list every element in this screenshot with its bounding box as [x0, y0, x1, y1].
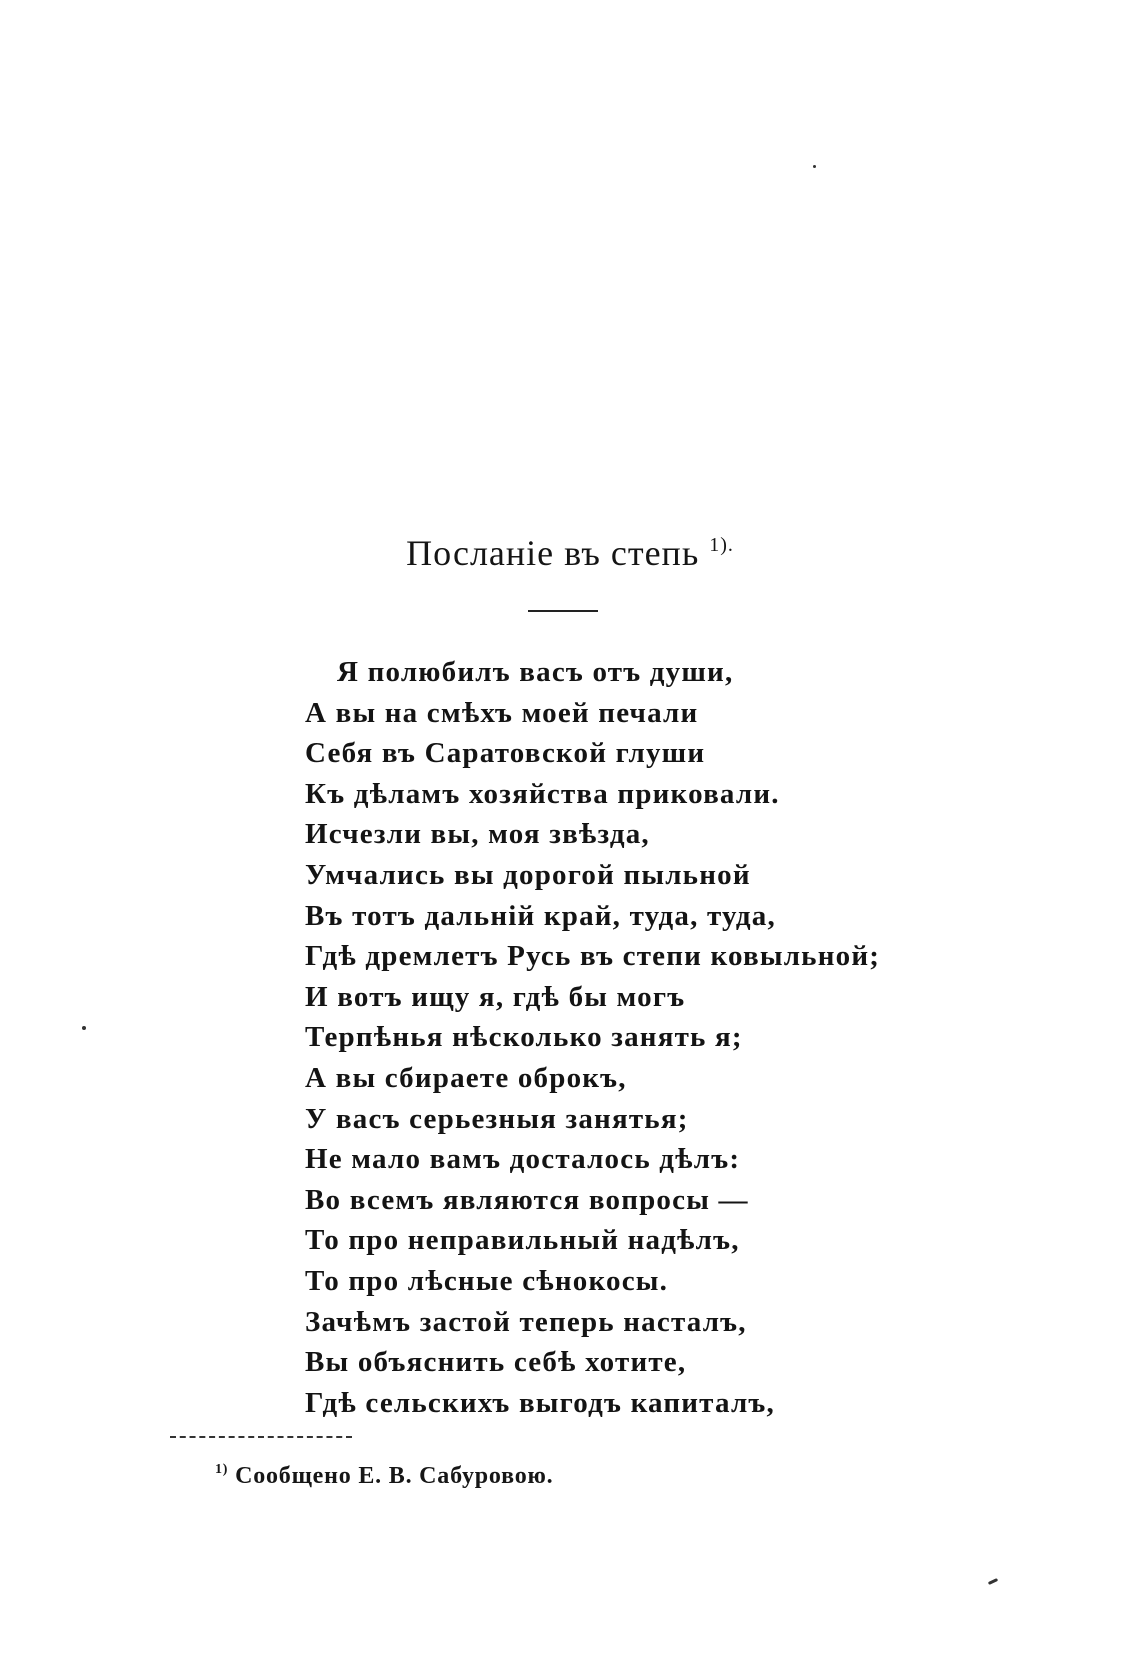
- poem-line: Я полюбилъ васъ отъ души,: [337, 656, 734, 688]
- print-speck: [988, 1578, 998, 1585]
- poem-line: Въ тотъ дальній край, туда, туда,: [305, 899, 776, 932]
- poem-line: Гдѣ дремлетъ Русь въ степи ковыльной;: [305, 940, 881, 973]
- title-divider: [528, 610, 598, 612]
- print-speck: [82, 1026, 86, 1030]
- poem-title: [0, 532, 1140, 574]
- footnote-marker: 1): [215, 1462, 229, 1477]
- poem-line: У васъ серьезныя занятья;: [305, 1102, 689, 1135]
- poem-line: Къ дѣламъ хозяйства приковали.: [305, 777, 780, 810]
- poem-body: [305, 652, 925, 1423]
- poem-line: То про лѣсные сѣнокосы.: [305, 1264, 669, 1297]
- poem-line: Гдѣ сельскихъ выгодъ капиталъ,: [305, 1386, 775, 1419]
- print-speck: [813, 165, 816, 168]
- poem-title-text: Посланіе въ степь: [406, 533, 700, 573]
- poem-line: Терпѣнья нѣсколько занять я;: [305, 1021, 743, 1054]
- footnote-text: Сообщено Е. В. Сабуровою.: [235, 1463, 554, 1489]
- poem-line: Исчезли вы, моя звѣзда,: [305, 818, 650, 851]
- footnote: [215, 1462, 553, 1490]
- title-footnote-marker: 1).: [709, 534, 734, 556]
- poem-line: То про неправильный надѣлъ,: [305, 1224, 740, 1257]
- poem-line: Вы объяснить себѣ хотите,: [305, 1346, 687, 1379]
- poem-line: Себя въ Саратовской глуши: [305, 737, 706, 770]
- poem-line: Во всемъ являются вопросы —: [305, 1183, 749, 1216]
- poem-line: Не мало вамъ досталось дѣлъ:: [305, 1143, 741, 1176]
- poem-line: И вотъ ищу я, гдѣ бы могъ: [305, 980, 686, 1013]
- footnote-divider: [170, 1436, 352, 1438]
- poem-line: Зачѣмъ застой теперь насталъ,: [305, 1305, 747, 1338]
- poem-line: А вы на смѣхъ моей печали: [305, 696, 699, 729]
- poem-line: А вы сбираете оброкъ,: [305, 1061, 627, 1094]
- poem-line: Умчались вы дорогой пыльной: [305, 858, 751, 891]
